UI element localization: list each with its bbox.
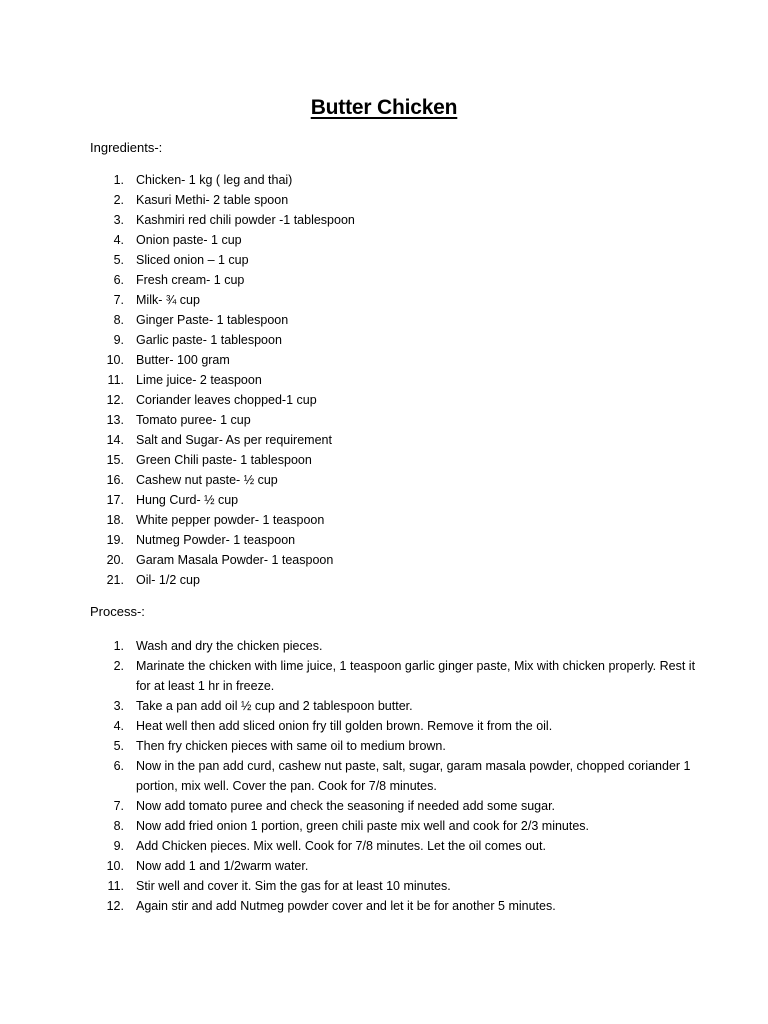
item-number: 2. [113, 193, 124, 207]
item-number: 11. [107, 373, 124, 387]
list-item [0, 836, 696, 856]
list-item [0, 530, 696, 550]
item-text: Nutmeg Powder- 1 teaspoon [136, 533, 296, 547]
item-text: Hung Curd- ½ cup [136, 493, 239, 507]
step-number: 3. [113, 699, 124, 713]
item-text: Garam Masala Powder- 1 teaspoon [136, 553, 334, 567]
item-number: 17. [106, 493, 124, 507]
list-item [0, 250, 696, 270]
item-text: Onion paste- 1 cup [136, 233, 242, 247]
list-item [0, 876, 696, 896]
step-text: Stir well and cover it. Sim the gas for at least 10 minutes. [136, 879, 451, 893]
item-text: Chicken- 1 kg ( leg and thai) [136, 173, 293, 187]
item-text: Garlic paste- 1 tablespoon [136, 333, 282, 347]
step-number: 4. [113, 719, 124, 733]
list-item [0, 330, 696, 350]
list-item [0, 550, 696, 570]
list-item [0, 796, 696, 816]
list-item [0, 736, 696, 756]
process-heading: Process-: [90, 604, 145, 619]
list-item [0, 310, 696, 330]
item-text: Coriander leaves chopped-1 cup [136, 393, 317, 407]
list-item [0, 370, 696, 390]
ingredients-list [0, 170, 696, 590]
item-number: 9. [113, 333, 124, 347]
list-item [0, 430, 696, 450]
step-number: 7. [113, 799, 124, 813]
item-text: Milk- ¾ cup [136, 293, 200, 307]
step-text: Heat well then add sliced onion fry till golden brown. Remove it from the oil. [136, 719, 553, 733]
item-number: 16. [106, 473, 124, 487]
item-number: 4. [113, 233, 124, 247]
ingredients-heading: Ingredients-: [90, 140, 163, 155]
item-number: 18. [106, 513, 124, 527]
list-item [0, 390, 696, 410]
item-number: 3. [113, 213, 124, 227]
item-text: Fresh cream- 1 cup [136, 273, 245, 287]
item-number: 10. [106, 353, 124, 367]
item-number: 14. [106, 433, 124, 447]
list-item [0, 490, 696, 510]
list-item [0, 230, 696, 250]
item-text: Oil- 1/2 cup [136, 573, 200, 587]
list-item [0, 510, 696, 530]
step-number: 9. [113, 839, 124, 853]
item-number: 8. [113, 313, 124, 327]
step-text: Take a pan add oil ½ cup and 2 tablespoon butter. [136, 699, 413, 713]
step-text: Now add tomato puree and check the seasoning if needed add some sugar. [136, 799, 556, 813]
item-text: Cashew nut paste- ½ cup [136, 473, 278, 487]
item-number: 6. [113, 273, 124, 287]
page-title: Butter Chicken [310, 96, 458, 119]
step-number: 5. [113, 739, 124, 753]
list-item [0, 716, 696, 736]
list-item [0, 756, 696, 796]
item-text: Kashmiri red chili powder -1 tablespoon [136, 213, 355, 227]
list-item [0, 656, 696, 696]
item-number: 21. [106, 573, 124, 587]
item-text: Green Chili paste- 1 tablespoon [136, 453, 312, 467]
item-number: 1. [113, 173, 124, 187]
step-text: Wash and dry the chicken pieces. [136, 639, 323, 653]
list-item [0, 170, 696, 190]
item-text: Sliced onion – 1 cup [136, 253, 249, 267]
list-item [0, 816, 696, 836]
step-number: 1. [113, 639, 124, 653]
item-number: 15. [106, 453, 124, 467]
step-text: Marinate the chicken with lime juice, 1 teaspoon garlic ginger paste, Mix with chicken properly. Rest it for at least 1 hr in freeze. [136, 659, 696, 693]
item-text: Tomato puree- 1 cup [136, 413, 251, 427]
step-text: Add Chicken pieces. Mix well. Cook for 7/8 minutes. Let the oil comes out. [136, 839, 546, 853]
step-number: 11. [107, 879, 124, 893]
step-number: 2. [113, 659, 124, 673]
step-text: Now add fried onion 1 portion, green chili paste mix well and cook for 2/3 minutes. [136, 819, 590, 833]
list-item [0, 636, 696, 656]
list-item [0, 190, 696, 210]
list-item [0, 270, 696, 290]
list-item [0, 856, 696, 876]
step-text: Then fry chicken pieces with same oil to medium brown. [136, 739, 446, 753]
list-item [0, 350, 696, 370]
step-number: 8. [113, 819, 124, 833]
item-text: Kasuri Methi- 2 table spoon [136, 193, 289, 207]
list-item [0, 696, 696, 716]
item-number: 13. [106, 413, 124, 427]
list-item [0, 290, 696, 310]
list-item [0, 410, 696, 430]
step-number: 12. [106, 899, 124, 913]
step-text: Now add 1 and 1/2warm water. [136, 859, 309, 873]
list-item [0, 210, 696, 230]
item-number: 7. [113, 293, 124, 307]
item-number: 5. [113, 253, 124, 267]
item-text: Ginger Paste- 1 tablespoon [136, 313, 289, 327]
list-item [0, 470, 696, 490]
step-text: Now in the pan add curd, cashew nut paste, salt, sugar, garam masala powder, chopped coriander 1 portion, mix well. Cover the pan. Cook for 7/8 minutes. [136, 759, 691, 793]
item-number: 12. [106, 393, 124, 407]
item-text: Salt and Sugar- As per requirement [136, 433, 332, 447]
list-item [0, 570, 696, 590]
item-text: Lime juice- 2 teaspoon [136, 373, 262, 387]
item-text: White pepper powder- 1 teaspoon [136, 513, 325, 527]
list-item [0, 450, 696, 470]
list-item [0, 896, 696, 916]
item-text: Butter- 100 gram [136, 353, 230, 367]
step-number: 6. [113, 759, 124, 773]
process-list [0, 636, 696, 916]
item-number: 20. [106, 553, 124, 567]
step-text: Again stir and add Nutmeg powder cover and let it be for another 5 minutes. [136, 899, 556, 913]
step-number: 10. [106, 859, 124, 873]
item-number: 19. [106, 533, 124, 547]
